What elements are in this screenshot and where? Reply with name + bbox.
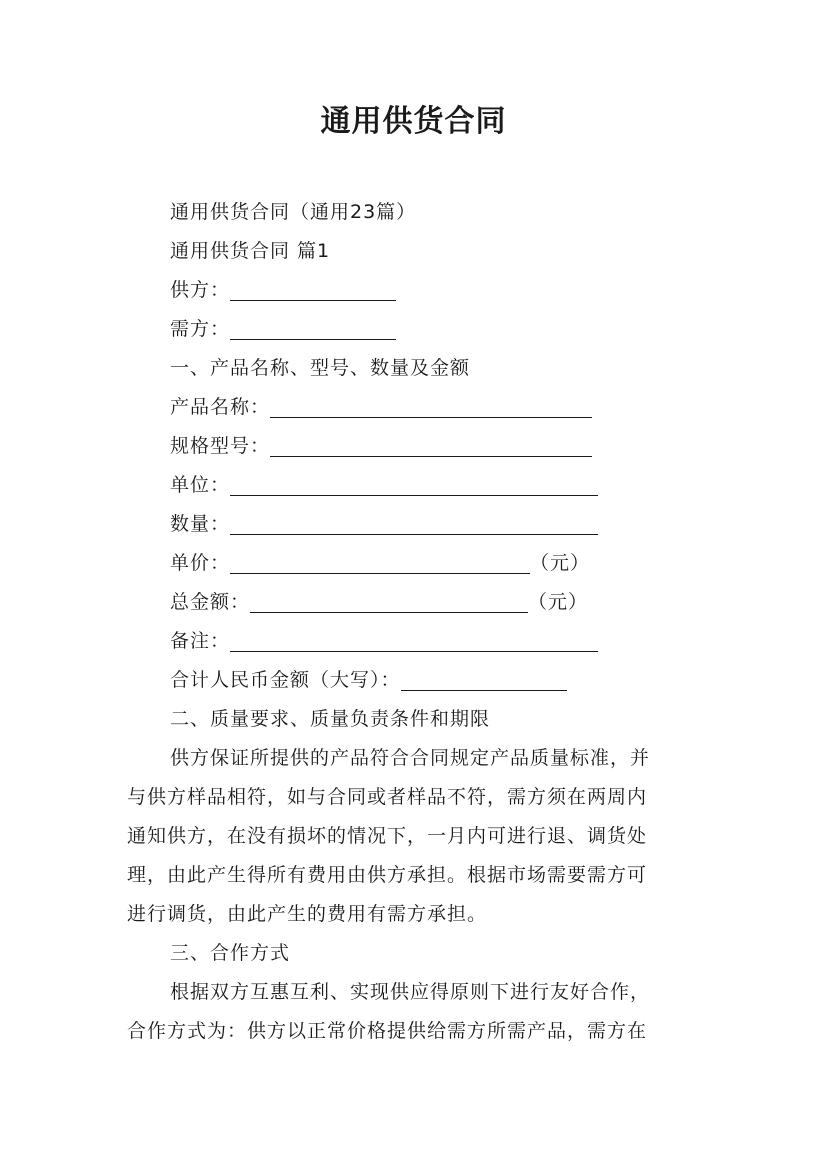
total-currency: （元） [528,591,589,613]
total-blank [250,590,528,613]
paragraph-line: 合作方式为：供方以正常价格提供给需方所需产品，需方在 [127,1020,648,1042]
section3-paragraph [127,977,712,1046]
part-heading: 通用供货合同 篇1 [170,240,331,262]
unit-price-blank [230,551,530,574]
buyer-row [170,314,396,344]
unit-row [170,470,598,500]
remarks-label: 备注： [170,630,231,652]
paragraph-line: 与供方样品相符，如与合同或者样品不符，需方须在两周内 [127,786,648,808]
spec-row [170,431,592,461]
section2-heading: 二、质量要求、质量负责条件和期限 [170,708,491,730]
total-row [170,587,588,617]
spec-blank [270,434,592,457]
document-subtitle: 通用供货合同（通用23篇） [170,201,417,223]
product-name-label: 产品名称： [170,396,271,418]
total-label: 总金额： [170,591,251,613]
document-title: 通用供货合同 [320,104,507,139]
spec-label: 规格型号： [170,435,271,457]
product-name-row [170,392,592,422]
remarks-blank [230,629,598,652]
paragraph-line: 根据双方互惠互利、实现供应得原则下进行友好合作， [170,981,651,1003]
unit-price-row [170,548,590,578]
buyer-label: 需方： [170,318,231,340]
section1-heading: 一、产品名称、型号、数量及金额 [170,357,471,379]
unit-price-currency: （元） [530,552,591,574]
paragraph-line: 进行调货，由此产生的费用有需方承担。 [127,903,488,925]
supplier-label: 供方： [170,279,231,301]
remarks-row [170,626,598,656]
quantity-label: 数量： [170,513,231,535]
paragraph-line: 供方保证所提供的产品符合合同规定产品质量标准，并 [170,747,651,769]
paragraph-line: 理，由此产生得所有费用由供方承担。根据市场需要需方可 [127,864,648,886]
rmb-total-blank [401,668,567,691]
product-name-blank [270,395,592,418]
quantity-blank [230,512,598,535]
unit-price-label: 单价： [170,552,231,574]
unit-label: 单位： [170,474,231,496]
rmb-total-row [170,665,567,695]
buyer-blank [230,317,396,340]
rmb-total-label: 合计人民币金额（大写）： [170,669,401,691]
unit-blank [230,473,598,496]
section2-paragraph [127,743,712,929]
supplier-row [170,275,396,305]
section3-heading: 三、合作方式 [170,942,291,964]
supplier-blank [230,278,396,301]
quantity-row [170,509,598,539]
paragraph-line: 通知供方，在没有损坏的情况下，一月内可进行退、调货处 [127,825,648,847]
